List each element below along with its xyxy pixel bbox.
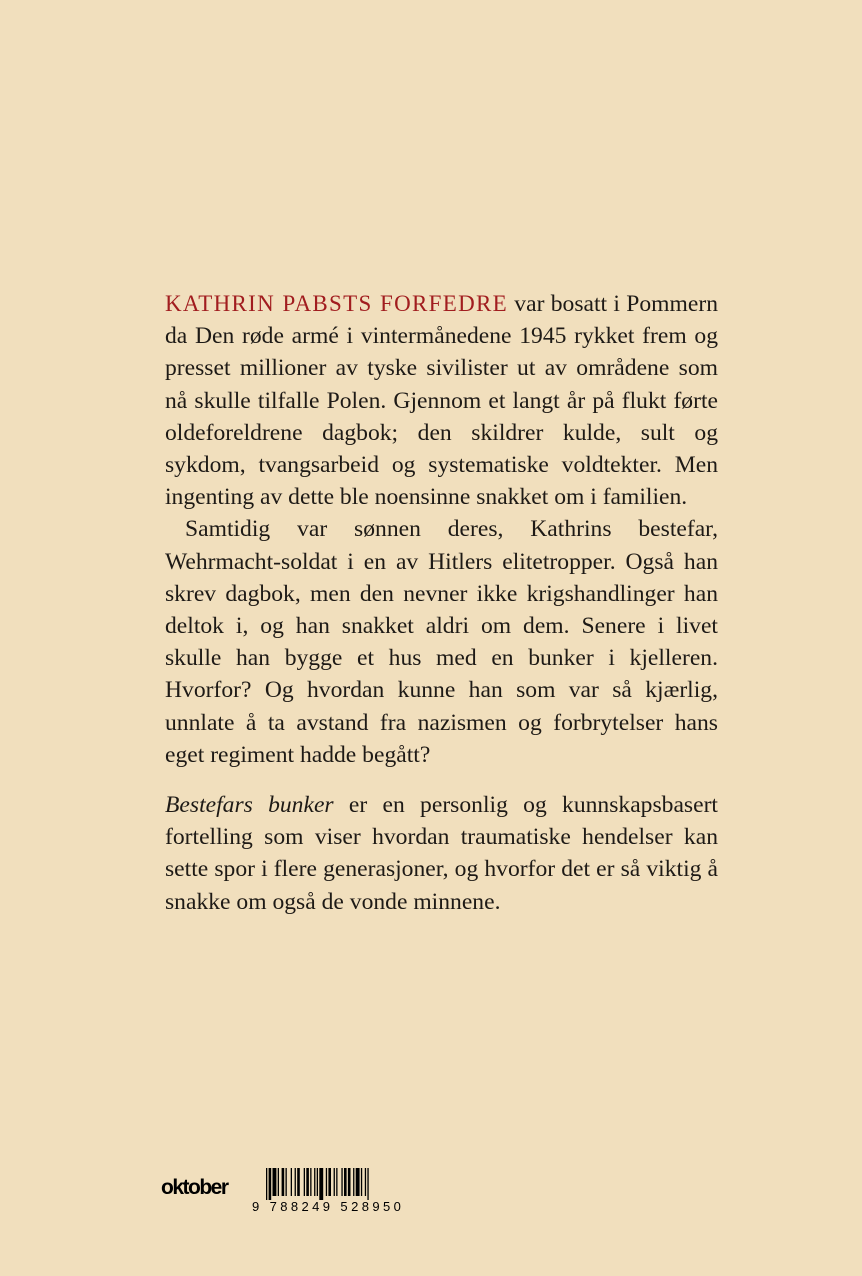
blurb-paragraph-1-text: var bosatt i Pommern da Den røde armé i vintermånedene 1945 rykket frem og presset millioner av tyske sivilister ut av områdene som nå skulle tilfalle Polen. Gjennom et langt år på flukt førte oldeforeldrene dagbok; den skildrer kulde, sult og sykdom, tvangsarbeid og systematiske voldtekter. Men ingenting av dette ble noensinne snakket om i familien.	[165, 291, 718, 511]
barcode-bar	[326, 1168, 327, 1196]
barcode-bars	[256, 1168, 420, 1200]
barcode-bar	[367, 1168, 368, 1200]
blurb-paragraph-3-text: er en personlig og kunnskapsbasert fortelling som viser hvordan traumatiske hendelser kan sette spor i flere generasjoner, og hvorfor det er så viktig å snakke om også de vonde minnene.	[165, 792, 718, 915]
barcode-bar	[356, 1168, 360, 1196]
barcode-bar	[273, 1168, 277, 1196]
barcode-bar	[297, 1168, 300, 1196]
barcode-bar	[365, 1168, 366, 1196]
barcode-bar	[319, 1168, 323, 1200]
barcode-bar	[282, 1168, 285, 1196]
barcode-bar	[310, 1168, 311, 1196]
barcode-bar	[269, 1168, 272, 1200]
barcode-bar	[336, 1168, 337, 1196]
barcode-bar	[344, 1168, 347, 1196]
barcode-bar	[306, 1168, 309, 1196]
barcode-bar	[328, 1168, 331, 1196]
publisher-logo: oktober	[161, 1176, 228, 1199]
barcode-bar	[278, 1168, 279, 1196]
blurb-paragraph-1	[165, 288, 718, 513]
book-title-italic: Bestefars bunker	[165, 792, 334, 819]
blurb-paragraph-3	[165, 789, 718, 918]
back-cover-blurb	[165, 288, 718, 918]
barcode-bar	[304, 1168, 305, 1196]
barcode-bar	[348, 1168, 351, 1196]
barcode-bar	[334, 1168, 335, 1196]
barcode-bar	[353, 1168, 354, 1196]
isbn-number: 9 788249 528950	[252, 1199, 405, 1214]
barcode-bar	[266, 1168, 267, 1200]
author-lead-smallcaps: KATHRIN PABSTS FORFEDRE	[165, 291, 508, 316]
blurb-paragraph-2: Samtidig var sønnen deres, Kathrins bestefar, Wehrmacht-soldat i en av Hitlers elitetropper. Også han skrev dagbok, men den nevner ikke krigshandlinger han deltok i, og han snakket aldri om dem. Senere i livet skulle han bygge et hus med en bunker i kjelleren. Hvorfor? Og hvordan kunne han som var så kjærlig, unnlate å ta avstand fra nazismen og forbrytelser hans eget regiment hadde begått?	[165, 516, 718, 768]
barcode-bar	[317, 1168, 318, 1196]
barcode-bar	[286, 1168, 287, 1196]
barcode-bar	[295, 1168, 296, 1196]
barcode-bar	[361, 1168, 362, 1196]
barcode-bar	[314, 1168, 315, 1196]
barcode-bar	[291, 1168, 292, 1196]
barcode-bar	[341, 1168, 342, 1196]
